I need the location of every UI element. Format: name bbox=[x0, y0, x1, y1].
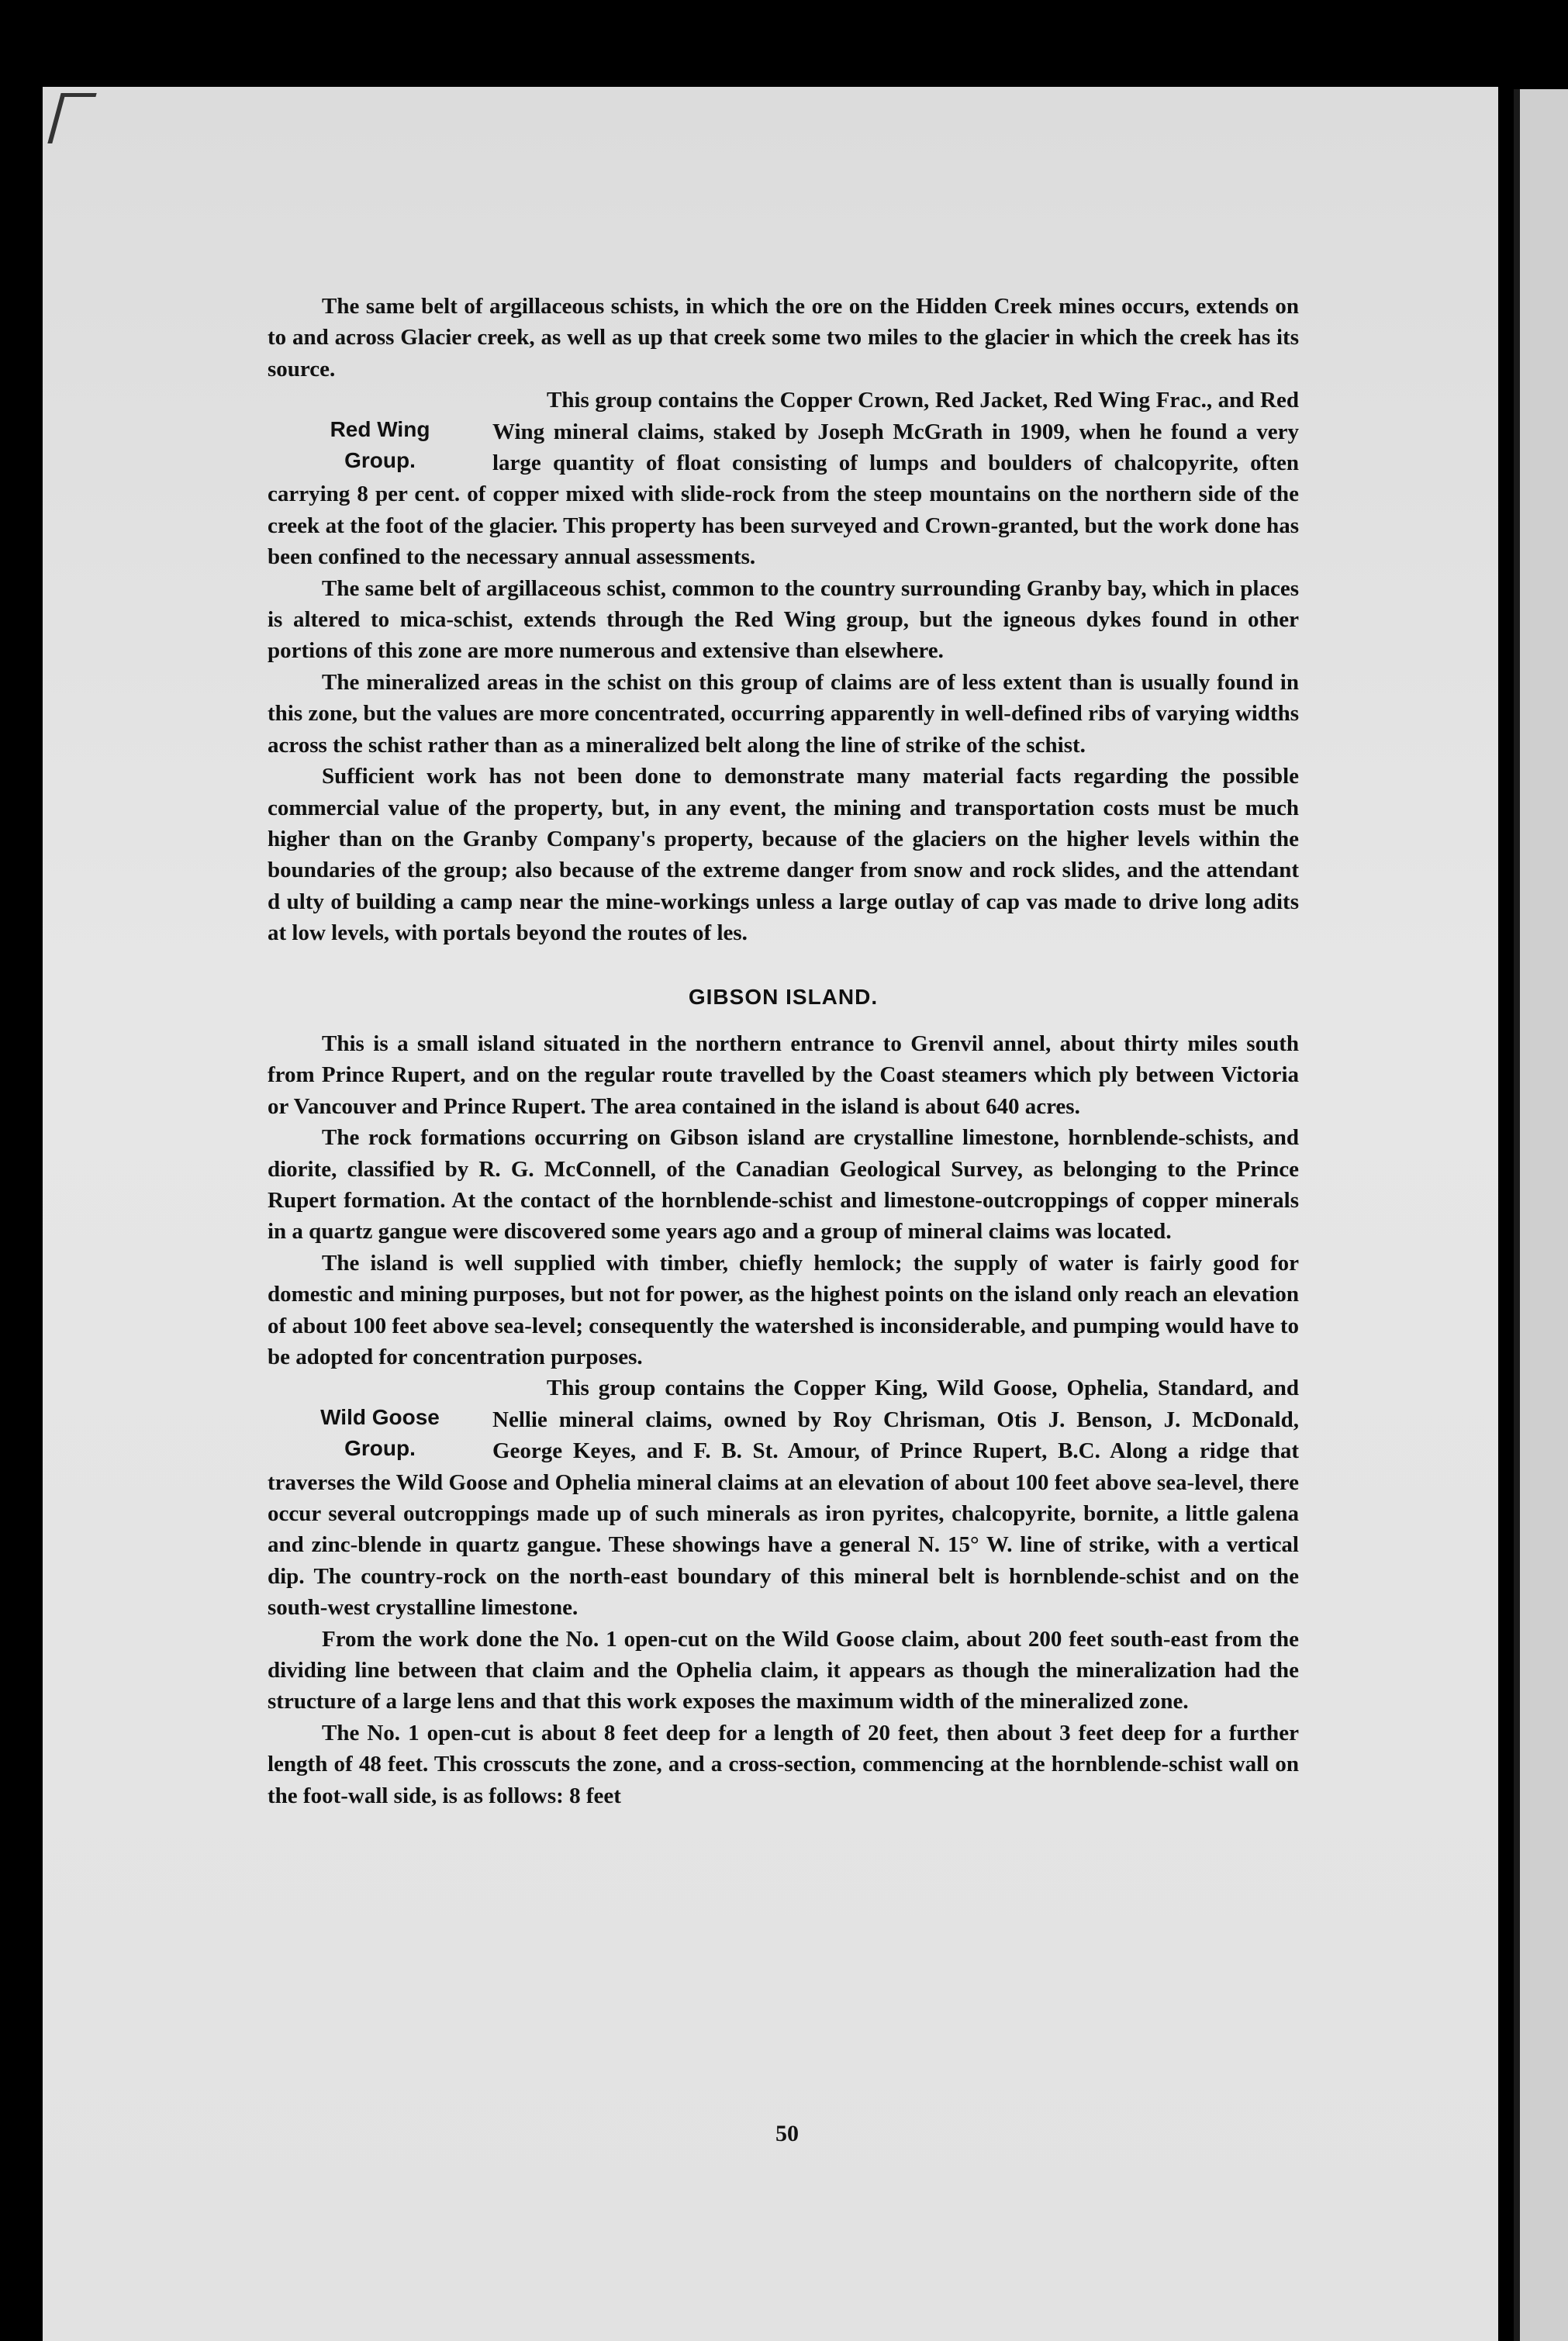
paragraph: The mineralized areas in the schist on this group of claims are of less extent than is usually found in this zone, but the values are more concentrated, occurring apparently in well-defined ribs of varying widths across the schist rather than as a mineralized belt along the line of strike of the schist. bbox=[268, 669, 1299, 758]
paragraph: The island is well supplied with timber, chiefly hemlock; the supply of water is fairly good for domestic and mining purposes, but not for power, as the highest points on the island only reach an elevation of about 100 feet above sea-level; consequently the watershed is inconsiderable, and pumping would have to be adopted for concentration purposes. bbox=[268, 1250, 1299, 1369]
paragraph: From the work done the No. 1 open-cut on the Wild Goose claim, about 200 feet south-east from the dividing line between that claim and the Ophelia claim, it appears as though the mineralization had the structure of a large lens and that this work exposes the maximum width of the mineralized zone. bbox=[268, 1626, 1299, 1714]
section-heading: GIBSON ISLAND. bbox=[688, 984, 879, 1009]
side-heading-line: Group. bbox=[344, 448, 416, 473]
red-wing-section bbox=[268, 385, 1299, 572]
paragraph: This is a small island situated in the northern entrance to Grenvil annel, about thirty miles south from Prince Rupert, and on the regular route travelled by the Coast steamers which ply between Victoria or Vancouver and Prince Rupert. The area contained in the island is about 640 acres. bbox=[268, 1031, 1299, 1119]
paragraph: The same belt of argillaceous schists, in which the ore on the Hidden Creek mines occurs, extends on to and across Glacier creek, as well as up that creek some two miles to the glacier in which the creek has its source. bbox=[268, 294, 1299, 382]
paragraph: The rock formations occurring on Gibson island are crystalline limestone, hornblende-schists, and diorite, classified by R. G. McConnell, of the Canadian Geological Survey, as belonging to the Prince Rupert formation. At the contact of the hornblende-schist and limestone-outcroppings of copper minerals in a quartz gangue were discovered some years ago and a group of mineral claims was located. bbox=[268, 1125, 1299, 1245]
paragraph: Sufficient work has not been done to demonstrate many material facts regarding the possible commercial value of the property, but, in any event, the mining and transportation costs must be much higher than on the Granby Company's property, because of the glaciers on the higher levels within the boundaries of the group; also because of the extreme danger from snow and rock slides, and the attendant d ulty of building a camp near the mine-workings unless a large outlay of cap vas made to drive long adits at low levels, with portals beyond the routes of les. bbox=[268, 764, 1299, 946]
paragraph: This group contains the Copper King, Wild Goose, Ophelia, Standard, and Nellie mineral claims, owned by Roy Chrisman, Otis J. Benson, J. McDonald, George Keyes, and F. B. St. Amour, of Prince Rupert, B.C. Along a ridge that traverses the Wild Goose and Ophelia mineral claims at an elevation of about 100 feet above sea-level, there occur several outcroppings made up of such minerals as iron pyrites, chalcopyrite, bornite, a little galena and zinc-blende in quartz gangue. These showings have a general N. 15° W. line of strike, with a vertical dip. The country-rock on the north-east boundary of this mineral belt is hornblende-schist and on the south-west crystalline limestone. bbox=[268, 1376, 1299, 1621]
wild-goose-section bbox=[268, 1372, 1299, 1623]
paragraph: The same belt of argillaceous schist, common to the country surrounding Granby bay, which in places is altered to mica-schist, extends through the Red Wing group, but the igneous dykes found in other portions of this zone are more numerous and extensive than elsewhere. bbox=[268, 575, 1299, 664]
paragraph: The No. 1 open-cut is about 8 feet deep for a length of 20 feet, then about 3 feet deep for a further length of 48 feet. This crosscuts the zone, and a cross-section, commencing at the hornblende-schist wall on the foot-wall side, is as follows: 8 feet bbox=[268, 1720, 1299, 1808]
page-number: 50 bbox=[775, 2121, 799, 2146]
page-text bbox=[268, 291, 1299, 1811]
side-heading-line: Red Wing bbox=[330, 417, 430, 442]
paragraph: This group contains the Copper Crown, Red Jacket, Red Wing Frac., and Red Wing mineral claims, staked by Joseph McGrath in 1909, when he found a very large quantity of float consisting of lumps and boulders of chalcopyrite, often carrying 8 per cent. of copper mixed with slide-rock from the steep mountains on the northern side of the creek at the foot of the glacier. This property has been surveyed and Crown-granted, but the work done has been confined to the necessary annual assessments. bbox=[268, 388, 1299, 570]
adjacent-page-edge bbox=[1514, 89, 1568, 2341]
side-heading-line: Group. bbox=[344, 1436, 416, 1461]
side-heading-wild-goose bbox=[268, 1402, 492, 1464]
side-heading-red-wing bbox=[268, 414, 492, 476]
side-heading-line: Wild Goose bbox=[320, 1405, 440, 1430]
